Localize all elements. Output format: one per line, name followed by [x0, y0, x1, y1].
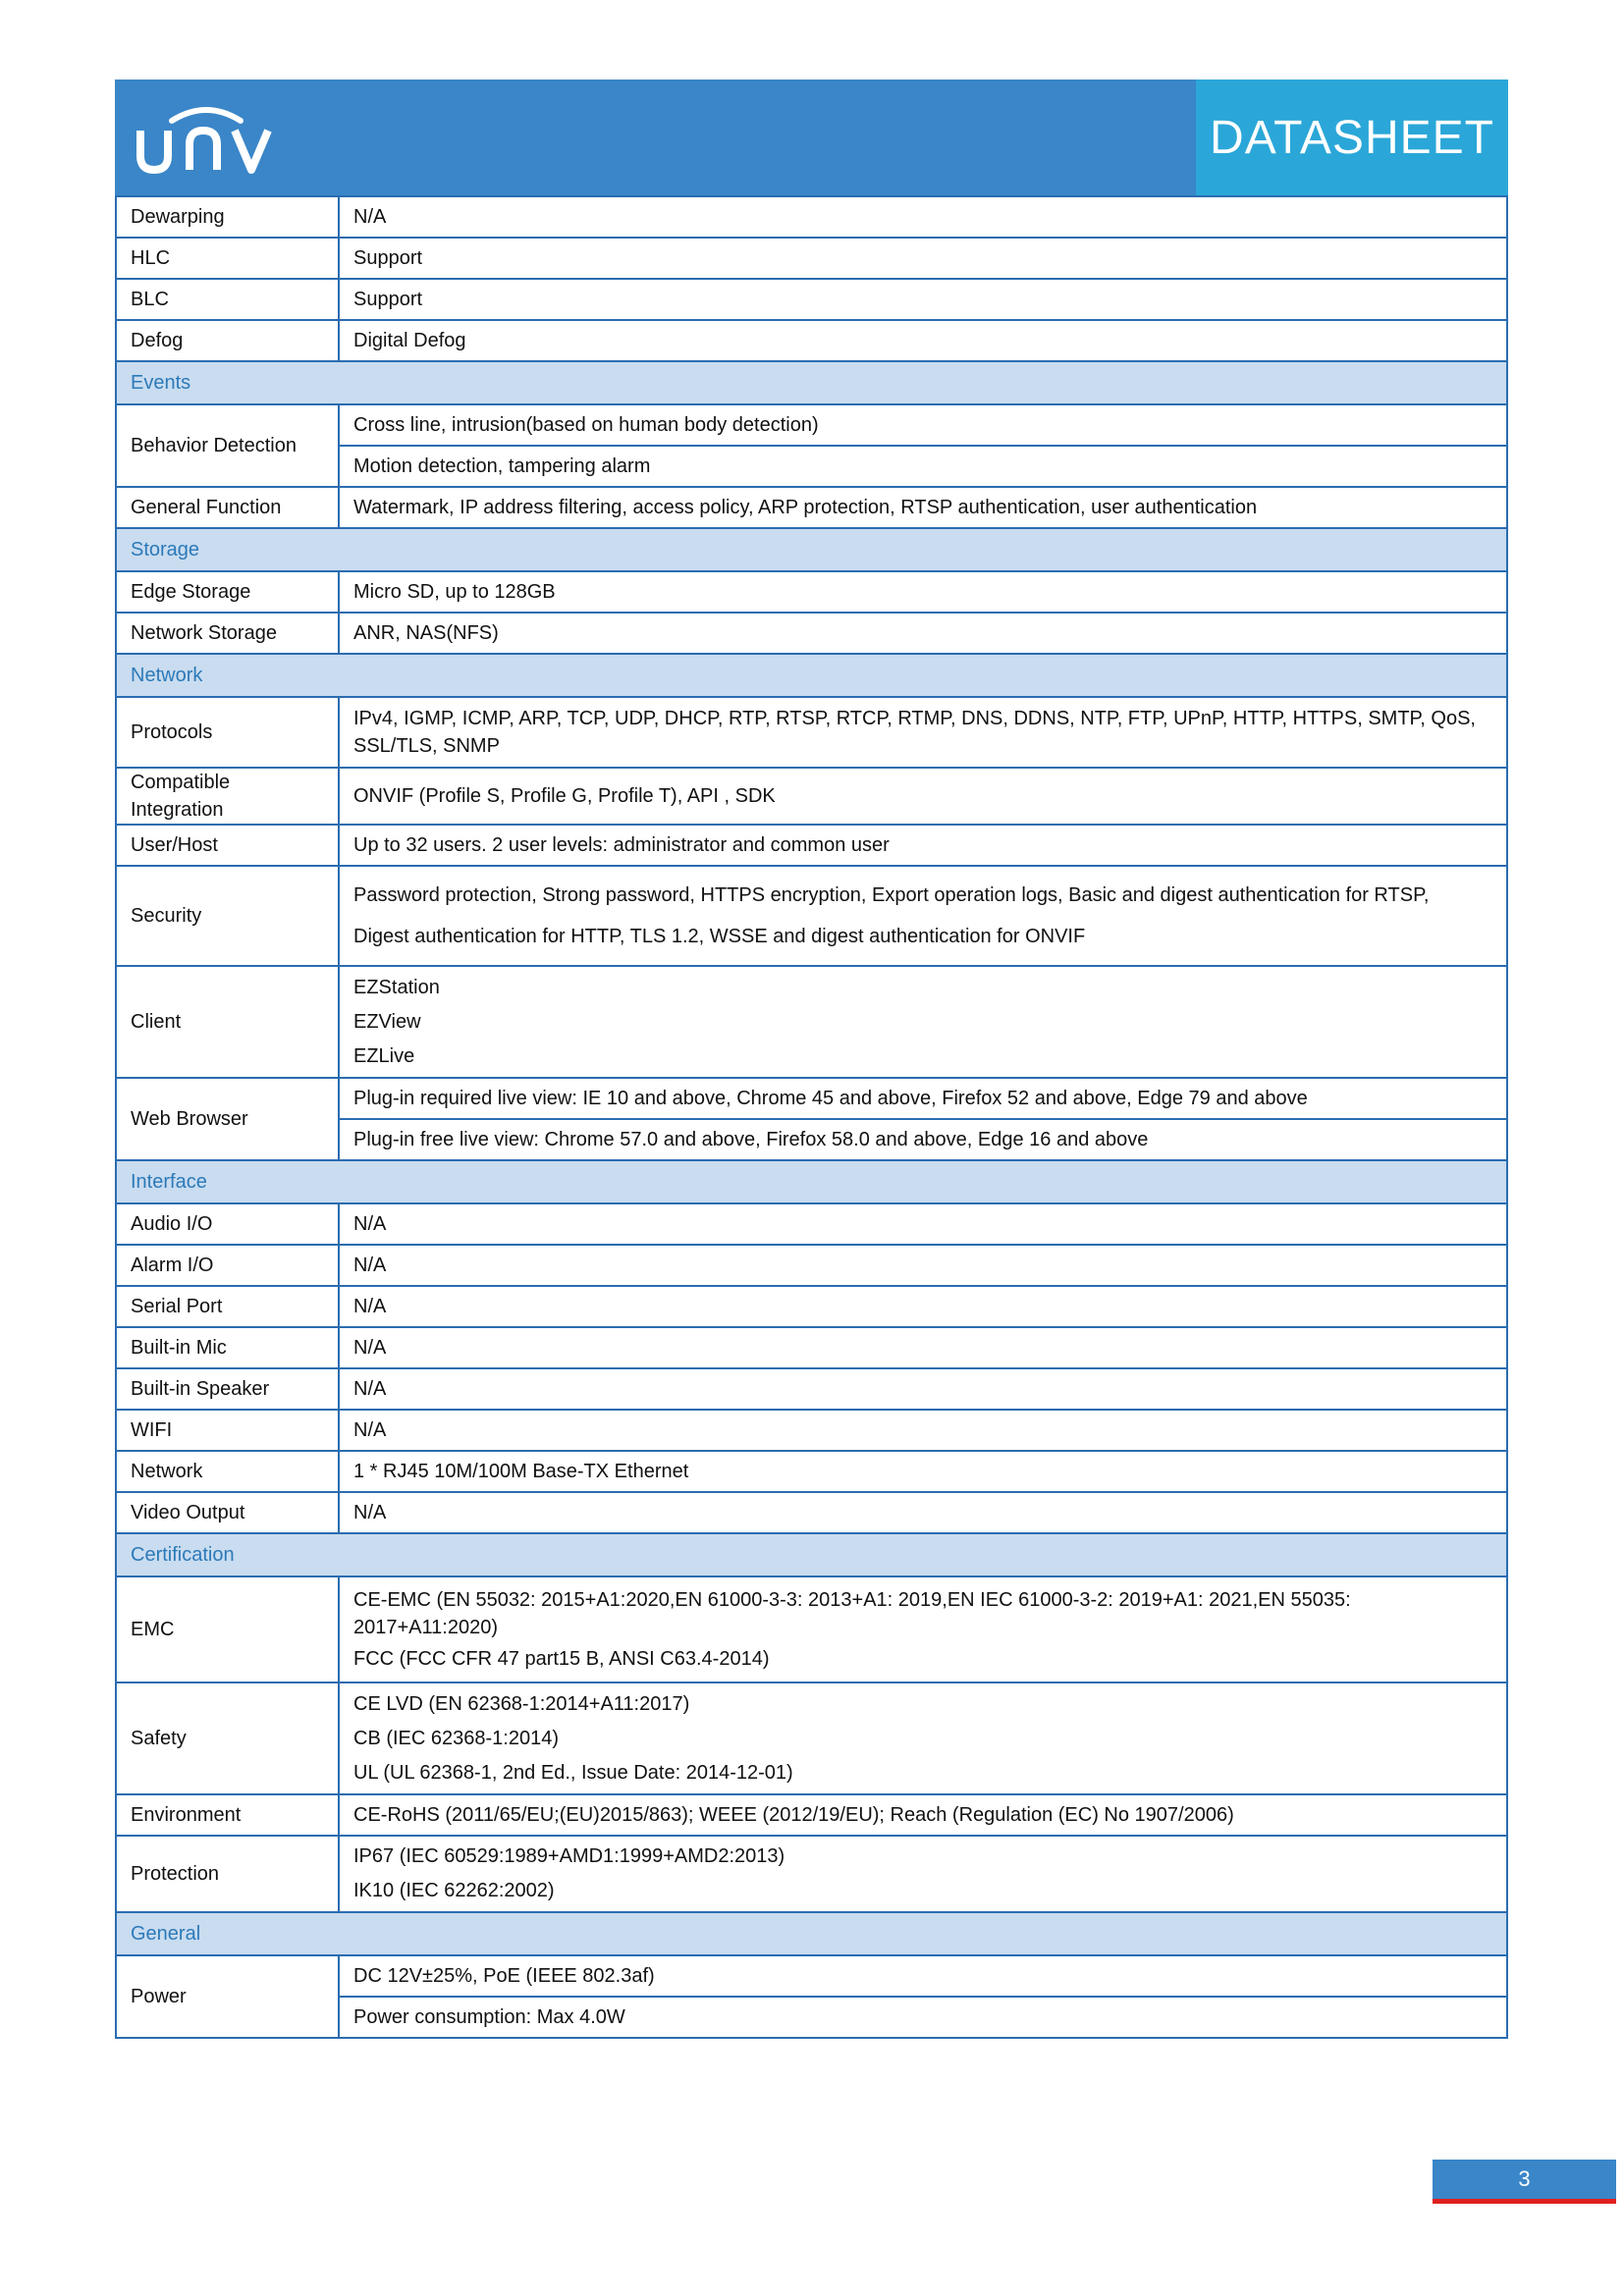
security-line-1: Password protection, Strong password, HTTPS encryption, Export operation logs, Basic and digest authentication for RTSP, — [353, 884, 1430, 906]
table-row: Dewarping N/A — [116, 196, 1507, 238]
table-row: EMC CE-EMC (EN 55032: 2015+A1:2020,EN 61000-3-3: 2013+A1: 2019,EN IEC 61000-3-2: 2019+A1: 2021,EN 55035: 2017+A11:2020) FCC (FCC CFR 47 part15 B, ANSI C63.4-2014) — [116, 1576, 1507, 1682]
client-1: EZStation — [353, 976, 440, 998]
section-header-certification: Certification — [116, 1533, 1507, 1576]
table-row: Defog Digital Defog — [116, 320, 1507, 361]
safety-3: UL (UL 62368-1, 2nd Ed., Issue Date: 2014-12-01) — [353, 1761, 793, 1784]
table-row: Web Browser Plug-in required live view: IE 10 and above, Chrome 45 and above, Firefox 52 and above, Edge 79 and above — [116, 1078, 1507, 1119]
safety-2: CB (IEC 62368-1:2014) — [353, 1727, 560, 1749]
section-header-general: General — [116, 1912, 1507, 1955]
client-2: EZView — [353, 1010, 421, 1033]
table-row: General Function Watermark, IP address filtering, access policy, ARP protection, RTSP authentication, user authentication — [116, 487, 1507, 528]
table-row: Network Storage ANR, NAS(NFS) — [116, 613, 1507, 654]
security-line-2: Digest authentication for HTTP, TLS 1.2, WSSE and digest authentication for ONVIF — [353, 926, 1086, 947]
table-row: Network 1 * RJ45 10M/100M Base-TX Ethernet — [116, 1451, 1507, 1492]
safety-1: CE LVD (EN 62368-1:2014+A11:2017) — [353, 1692, 690, 1715]
table-row: Power DC 12V±25%, PoE (IEEE 802.3af) — [116, 1955, 1507, 1997]
protection-2: IK10 (IEC 62262:2002) — [353, 1880, 555, 1901]
table-row: Plug-in free live view: Chrome 57.0 and above, Firefox 58.0 and above, Edge 16 and above — [116, 1119, 1507, 1160]
table-row: Built-in Speaker N/A — [116, 1368, 1507, 1410]
section-header-network: Network — [116, 654, 1507, 697]
client-3: EZLive — [353, 1044, 415, 1067]
table-row: Safety CE LVD (EN 62368-1:2014+A11:2017) CB (IEC 62368-1:2014) UL (UL 62368-1, 2nd Ed., Issue Date: 2014-12-01) — [116, 1682, 1507, 1794]
table-row: Alarm I/O N/A — [116, 1245, 1507, 1286]
table-row: Client EZStation EZView EZLive — [116, 966, 1507, 1078]
table-row: Protection IP67 (IEC 60529:1989+AMD1:1999+AMD2:2013) IK10 (IEC 62262:2002) — [116, 1836, 1507, 1912]
section-header-events: Events — [116, 361, 1507, 404]
table-row: WIFI N/A — [116, 1410, 1507, 1451]
table-row: Serial Port N/A — [116, 1286, 1507, 1327]
table-row: Edge Storage Micro SD, up to 128GB — [116, 571, 1507, 613]
table-row: Behavior Detection Cross line, intrusion(based on human body detection) — [116, 404, 1507, 446]
emc-line-1: CE-EMC (EN 55032: 2015+A1:2020,EN 61000-3-3: 2013+A1: 2019,EN IEC 61000-3-2: 2019+A1: 2021,EN 55035: 2017+A11:2020) — [353, 1589, 1351, 1638]
table-row: Audio I/O N/A — [116, 1203, 1507, 1245]
header-banner — [115, 80, 1508, 195]
datasheet-label: DATASHEET — [1196, 80, 1508, 195]
table-row: BLC Support — [116, 279, 1507, 320]
table-row: Compatible Integration ONVIF (Profile S, Profile G, Profile T), API , SDK — [116, 768, 1507, 825]
table-row: Built-in Mic N/A — [116, 1327, 1507, 1368]
page-number: 3 — [1433, 2160, 1616, 2204]
table-row: Protocols IPv4, IGMP, ICMP, ARP, TCP, UDP, DHCP, RTP, RTSP, RTCP, RTMP, DNS, DDNS, NTP, FTP, UPnP, HTTP, HTTPS, SMTP, QoS, SSL/TLS, SNMP — [116, 697, 1507, 768]
unv-logo — [133, 99, 280, 178]
table-row: Security Password protection, Strong password, HTTPS encryption, Export operation logs, Basic and digest authentication for RTSP, Digest authentication for HTTP, TLS 1.2, WSSE and digest authentication for ONVIF — [116, 866, 1507, 966]
protection-1: IP67 (IEC 60529:1989+AMD1:1999+AMD2:2013) — [353, 1845, 785, 1867]
table-row: Power consumption: Max 4.0W — [116, 1997, 1507, 2038]
table-row: Video Output N/A — [116, 1492, 1507, 1533]
spec-table — [115, 195, 1508, 2039]
emc-line-2: FCC (FCC CFR 47 part15 B, ANSI C63.4-2014) — [353, 1648, 770, 1670]
table-row: User/Host Up to 32 users. 2 user levels: administrator and common user — [116, 825, 1507, 866]
section-header-storage: Storage — [116, 528, 1507, 571]
table-row: Motion detection, tampering alarm — [116, 446, 1507, 487]
section-header-interface: Interface — [116, 1160, 1507, 1203]
table-row: Environment CE-RoHS (2011/65/EU;(EU)2015/863); WEEE (2012/19/EU); Reach (Regulation (EC) No 1907/2006) — [116, 1794, 1507, 1836]
table-row: HLC Support — [116, 238, 1507, 279]
